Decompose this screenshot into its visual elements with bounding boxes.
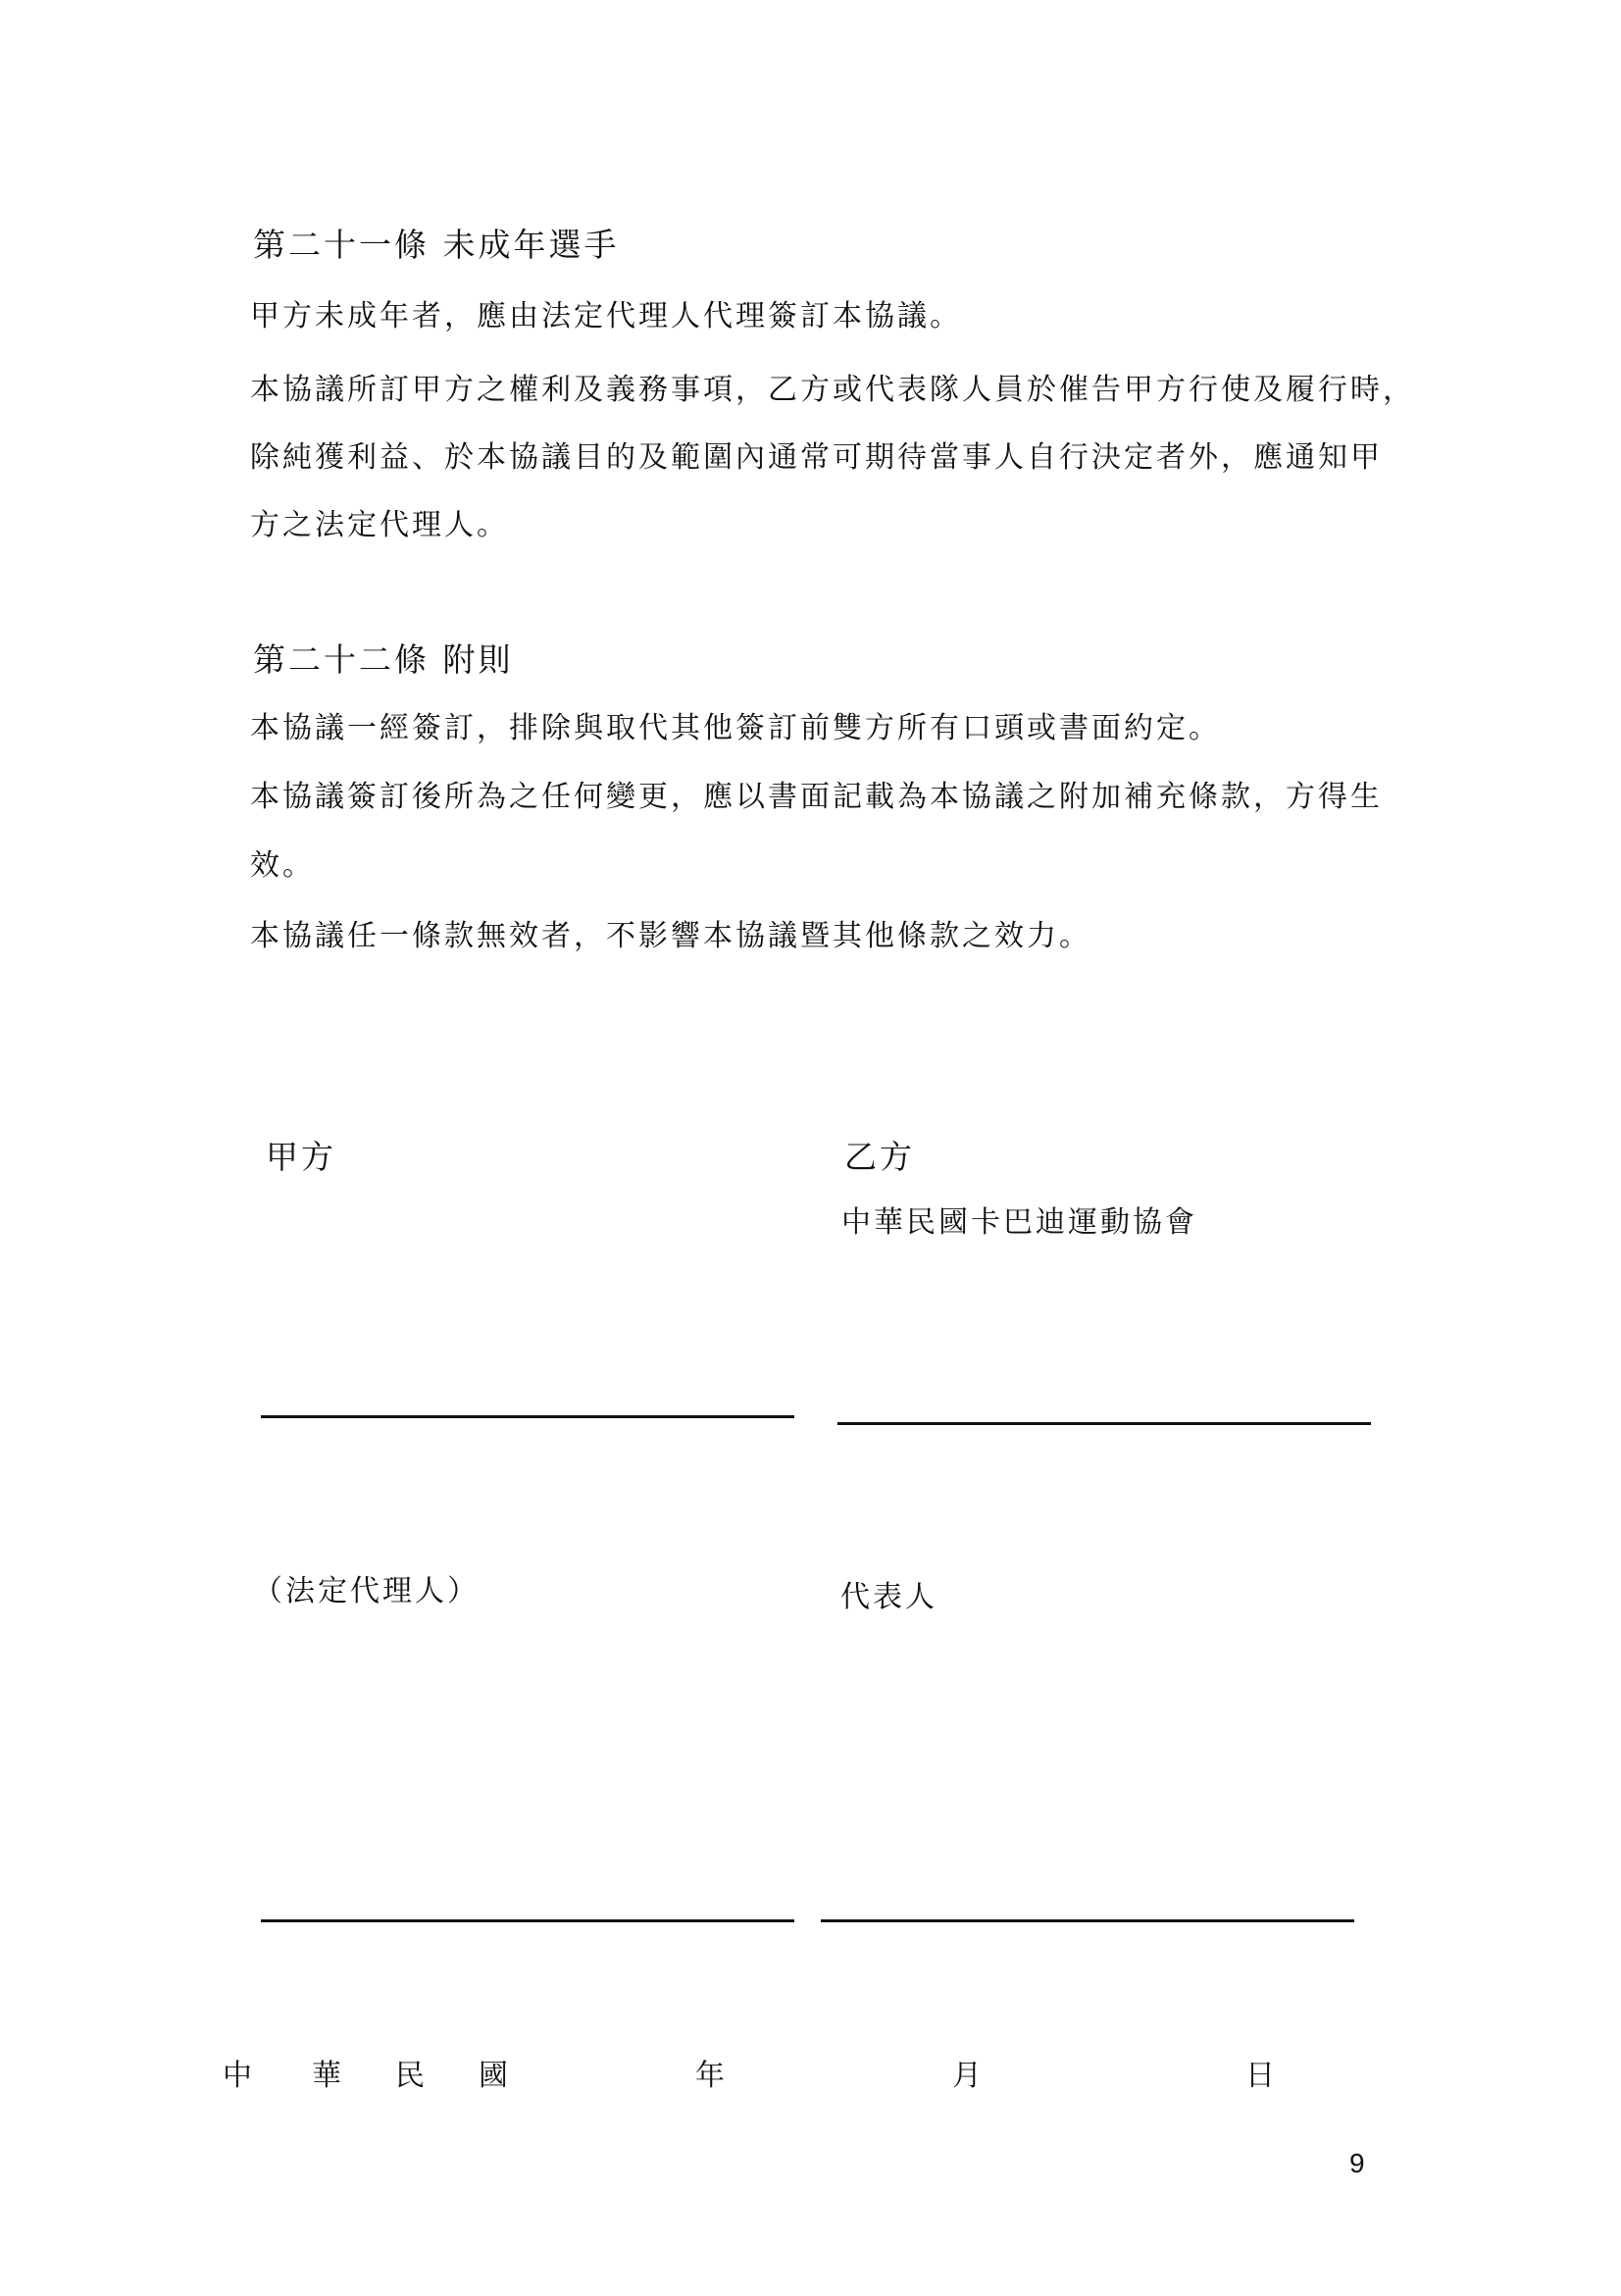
article-21-line-2: 本協議所訂甲方之權利及義務事項，乙方或代表隊人員於催告甲方行使及履行時，: [250, 373, 1415, 407]
article-22-line-3: 效。: [250, 848, 315, 883]
party-a-signature-line: [261, 1415, 794, 1418]
date-day-label: 日: [1245, 2059, 1278, 2093]
guardian-label: （法定代理人）: [253, 1574, 480, 1608]
date-era-char-4: 國: [479, 2059, 511, 2093]
party-a-label: 甲方: [266, 1138, 336, 1176]
date-era-char-3: 民: [395, 2059, 428, 2093]
party-b-organization: 中華民國卡巴迪運動協會: [841, 1205, 1197, 1240]
party-b-signature-line: [837, 1422, 1371, 1425]
article-22-line-4: 本協議任一條款無效者，不影響本協議暨其他條款之效力。: [250, 919, 1091, 953]
date-month-label: 月: [952, 2059, 985, 2093]
article-21-line-3: 除純獲利益、於本協議目的及範圍內通常可期待當事人自行決定者外，應通知甲: [250, 440, 1383, 475]
date-era-char-2: 華: [312, 2059, 344, 2093]
date-era-char-1: 中: [223, 2059, 255, 2093]
representative-label: 代表人: [840, 1580, 937, 1614]
representative-signature-line: [821, 1919, 1354, 1922]
date-year-label: 年: [695, 2059, 728, 2093]
article-21-line-1: 甲方未成年者，應由法定代理人代理簽訂本協議。: [250, 299, 962, 333]
article-21-line-4: 方之法定代理人。: [250, 508, 509, 542]
page-number: 9: [1349, 2148, 1365, 2178]
party-b-label: 乙方: [844, 1138, 915, 1176]
guardian-signature-line: [261, 1919, 794, 1922]
article-22-line-2: 本協議簽訂後所為之任何變更，應以書面記載為本協議之附加補充條款，方得生: [250, 780, 1383, 814]
article-22-heading: 第二十二條 附則: [253, 640, 514, 679]
article-21-heading: 第二十一條 未成年選手: [253, 226, 620, 264]
article-22-line-1: 本協議一經簽訂，排除與取代其他簽訂前雙方所有口頭或書面約定。: [250, 711, 1221, 745]
